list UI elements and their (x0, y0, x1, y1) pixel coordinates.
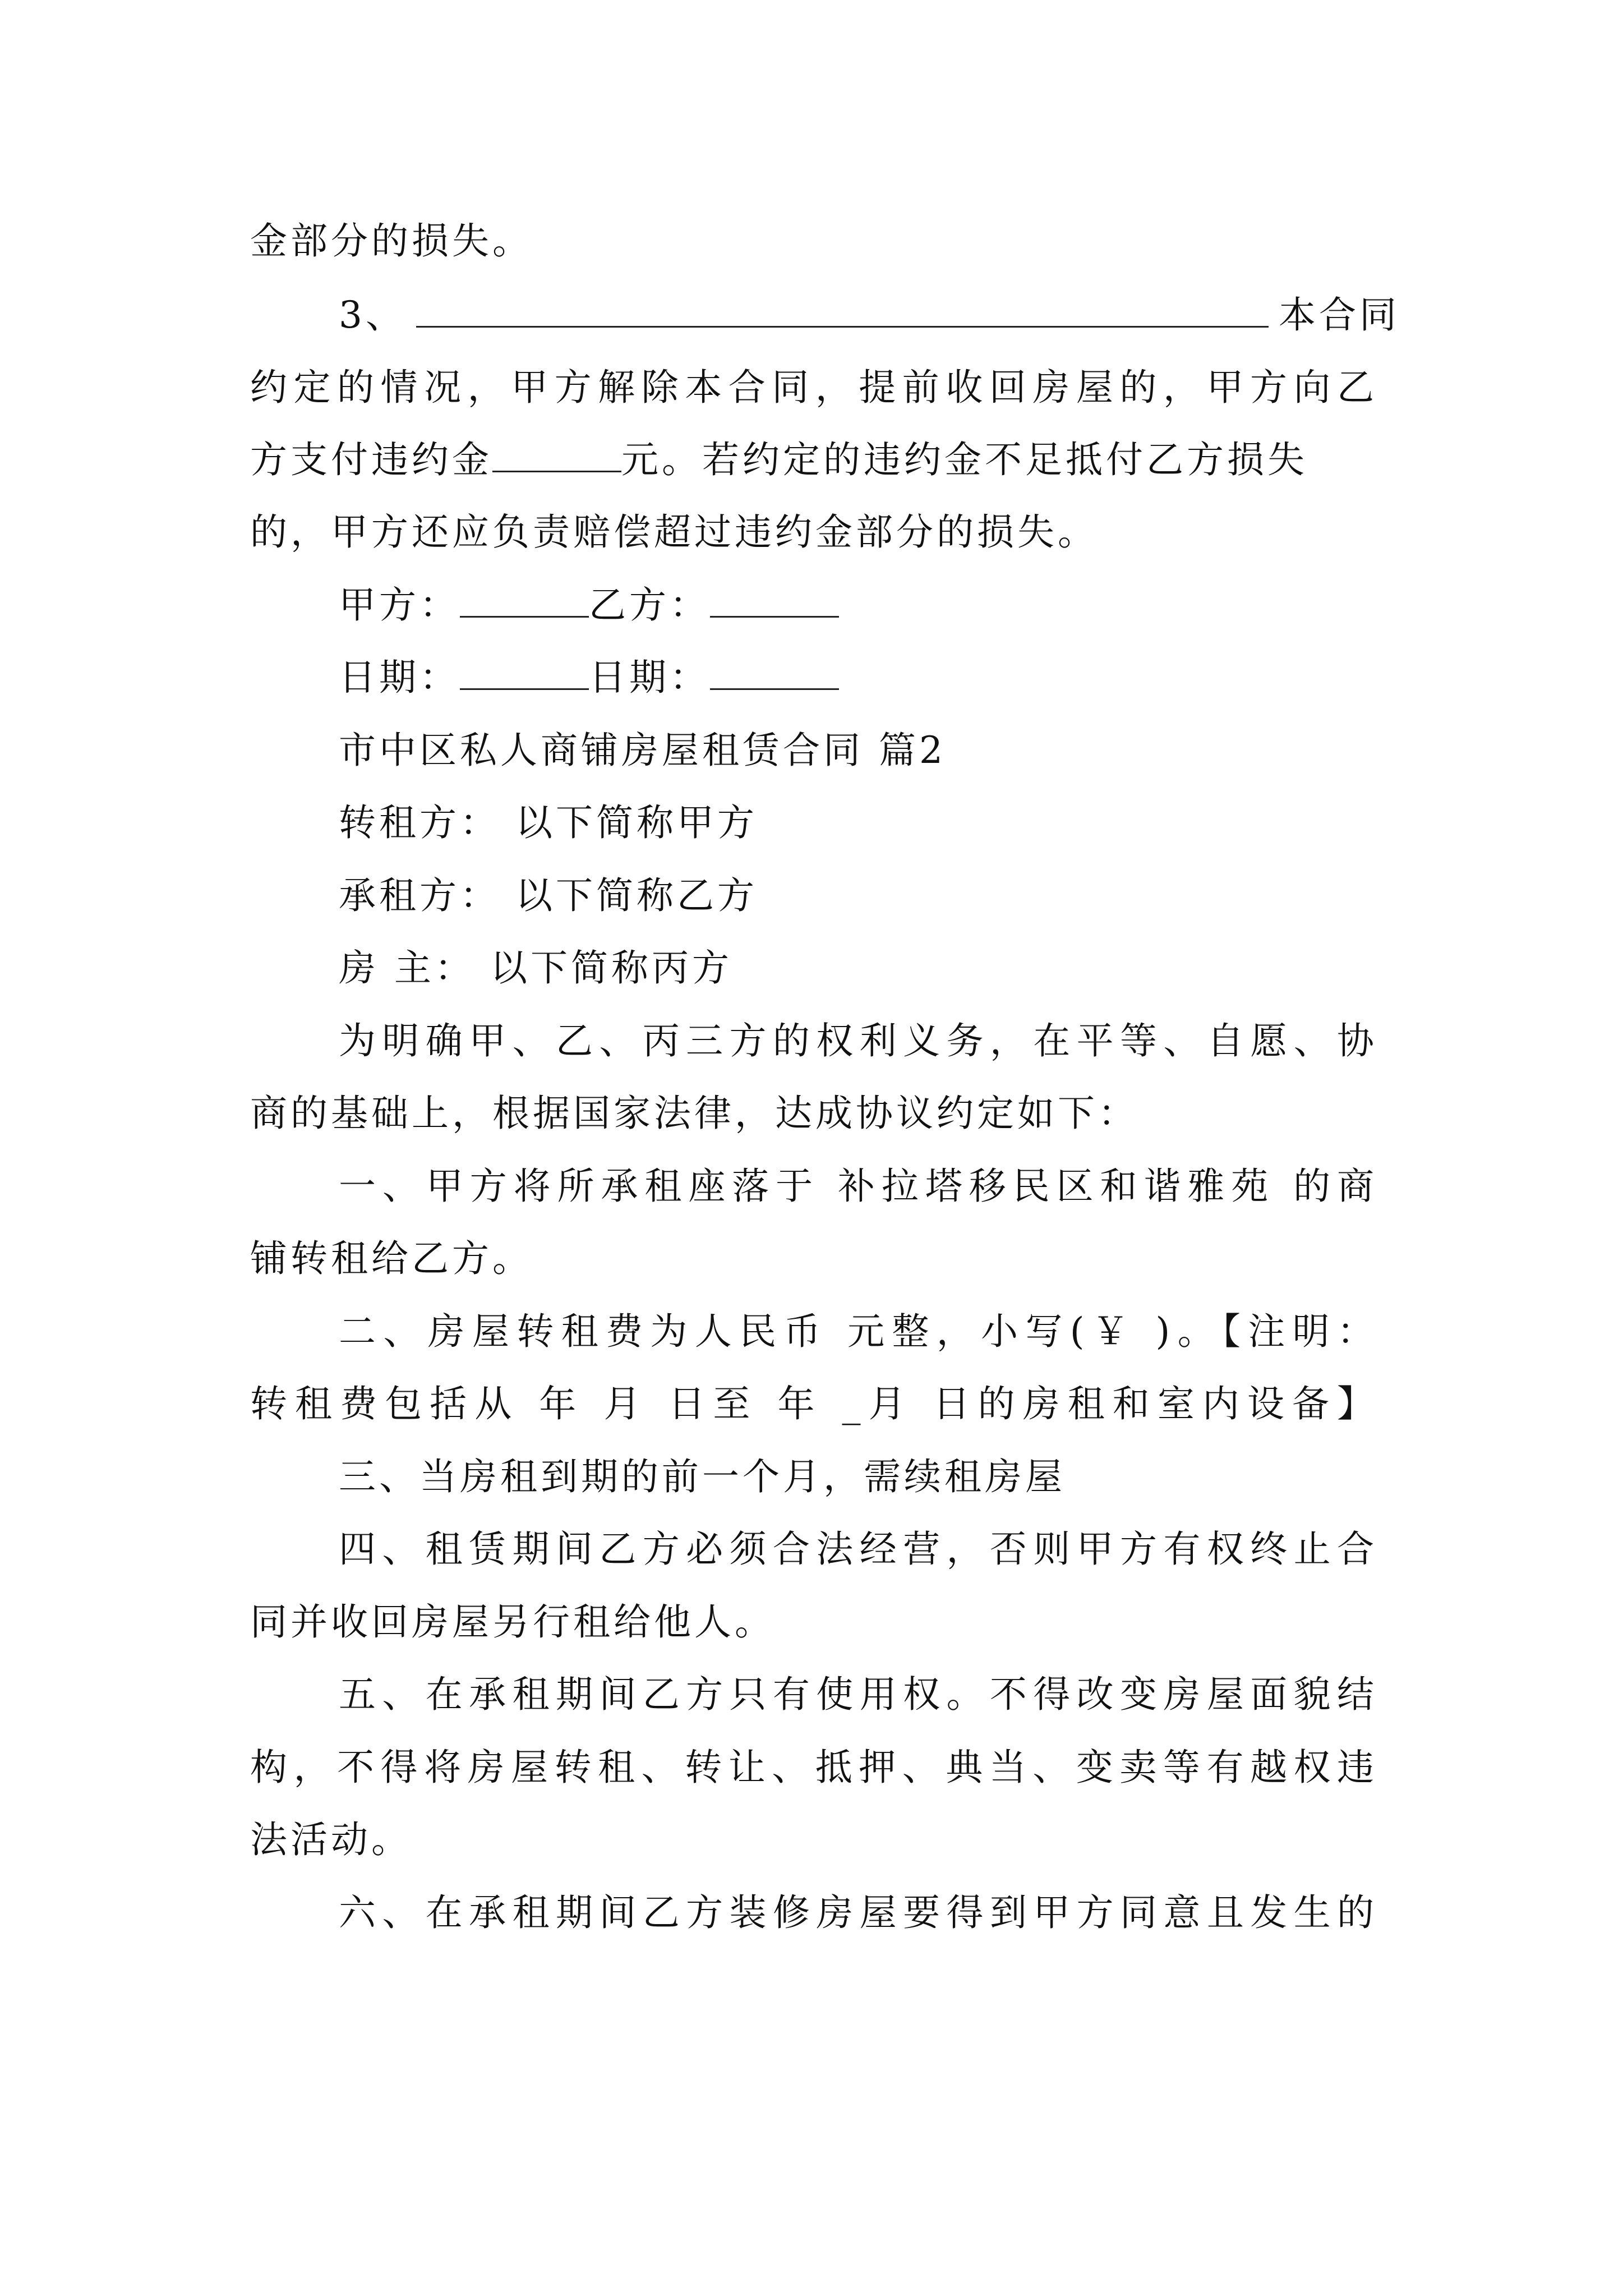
blank-field (460, 581, 589, 618)
text-segment: 本合同 (1279, 293, 1400, 337)
blank-field (710, 581, 839, 618)
text-line: 构，不得将房屋转租、转让、抵押、典当、变卖等有越权违 (250, 1746, 1377, 1789)
text-line: 一、甲方将所承租座落于 补拉塔移民区和谐雅苑 的商 (339, 1165, 1377, 1208)
text-line: 铺转租给乙方。 (250, 1237, 533, 1280)
party-b-label: 乙方： (589, 583, 710, 627)
text-line: 五、在承租期间乙方只有使用权。不得改变房屋面貌结 (339, 1673, 1377, 1716)
text-line: 二、房屋转租费为人民币 元整，小写(￥ )。【注明： (339, 1310, 1377, 1353)
text-line: 承租方： 以下简称乙方 (339, 874, 758, 917)
text-line: 六、在承租期间乙方装修房屋要得到甲方同意且发生的 (339, 1891, 1377, 1934)
text-line: 法活动。 (250, 1818, 412, 1861)
text-line: 的，甲方还应负责赔偿超过违约金部分的损失。 (250, 510, 1098, 554)
blank-field (492, 436, 621, 472)
text-line: 四、租赁期间乙方必须合法经营，否则甲方有权终止合 (339, 1527, 1377, 1571)
text-line: 金部分的损失。 (250, 219, 533, 263)
signature-line-party (339, 580, 1466, 631)
text-line: 转租费包括从 年 月 日至 年 _月 日的房租和室内设备】 (250, 1382, 1377, 1425)
blank-field (460, 654, 589, 690)
text-line-clause-3 (339, 290, 1400, 341)
text-line: 房 主： 以下简称丙方 (339, 946, 732, 990)
blank-field (710, 654, 839, 690)
date-label: 日期： (339, 656, 460, 699)
section-title: 市中区私人商铺房屋租赁合同 篇2 (339, 729, 946, 772)
text-segment: 元。若约定的违约金不足抵付乙方损失 (621, 438, 1308, 481)
text-line-penalty (250, 435, 1377, 485)
text-line: 为明确甲、乙、丙三方的权利义务，在平等、自愿、协 (339, 1019, 1377, 1062)
blank-field (416, 291, 1269, 328)
clause-number: 3、 (339, 293, 406, 337)
text-line: 约定的情况，甲方解除本合同，提前收回房屋的，甲方向乙 (250, 366, 1377, 409)
date-label: 日期： (589, 656, 710, 699)
text-segment: 方支付违约金 (250, 438, 492, 481)
text-line: 三、当房租到期的前一个月，需续租房屋 (339, 1455, 1066, 1498)
party-a-label: 甲方： (339, 583, 460, 627)
text-line: 同并收回房屋另行租给他人。 (250, 1600, 775, 1644)
text-line: 转租方： 以下简称甲方 (339, 801, 758, 844)
text-line: 商的基础上，根据国家法律，达成协议约定如下： (250, 1092, 1138, 1135)
signature-line-date (339, 652, 1466, 703)
